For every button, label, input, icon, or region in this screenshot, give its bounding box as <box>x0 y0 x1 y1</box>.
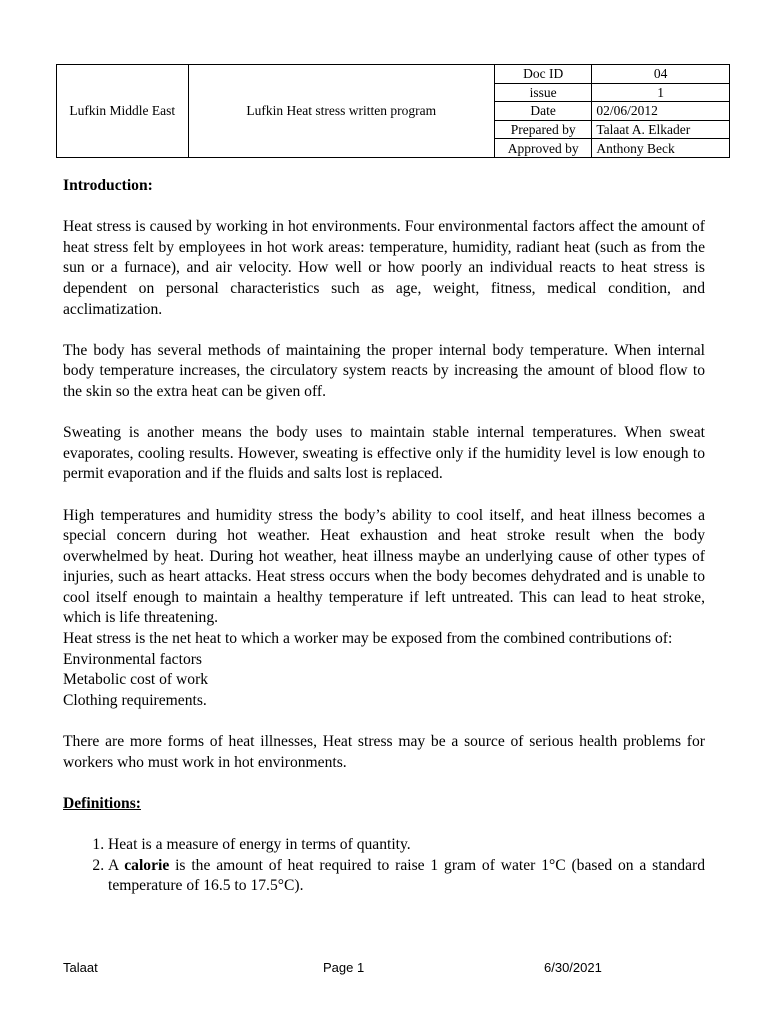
paragraph-heat-stress-causes: Heat stress is caused by working in hot environments. Four environmental factors affect the amount of heat stress felt by employees in hot work areas: temperature, humidity, radiant heat (such as from the sun or a furnace), and air velocity. How well or how poorly an individual reacts to heat stress is dependent on personal characteristics such as age, weight, fitness, medical condition, and acclimatization. <box>63 218 705 318</box>
document-header-table <box>56 64 730 158</box>
introduction-heading: Introduction: <box>63 177 153 194</box>
definition-text: Heat is a measure of energy in terms of quantity. <box>108 836 411 853</box>
meta-key-approved-by: Approved by <box>494 139 591 158</box>
meta-value-doc-id: 04 <box>592 65 730 84</box>
footer-page-number: Page 1 <box>323 960 365 975</box>
meta-value-approved-by: Anthony Beck <box>592 139 730 158</box>
meta-value-date: 02/06/2012 <box>592 102 730 121</box>
contribution-item: Clothing requirements. <box>63 691 207 709</box>
paragraph-heat-illness: High temperatures and humidity stress the body’s ability to cool itself, and heat illness becomes a special concern during hot weather. Heat exhaustion and heat stroke result when the body overwhelmed by heat. During hot weather, heat illness maybe an underlying cause of other types of injuries, such as heart attacks. Heat stress occurs when the body becomes dehydrated and is unable to cool itself enough to maintain a healthy temperature if left untreated. This can lead to heat stroke, which is life threatening. <box>63 506 705 627</box>
contribution-item: Environmental factors <box>63 650 202 668</box>
definition-text: is the amount of heat required to raise 1 gram of water 1°C (based on a standard temperature of 16.5 to 17.5°C). <box>108 856 705 895</box>
meta-value-issue: 1 <box>592 83 730 102</box>
definitions-list <box>63 835 705 897</box>
footer-author: Talaat <box>63 960 98 975</box>
paragraph-net-heat: Heat stress is the net heat to which a worker may be exposed from the combined contributions of: <box>63 630 673 648</box>
footer-date: 6/30/2021 <box>544 960 602 975</box>
paragraph-sweating: Sweating is another means the body uses to maintain stable internal temperatures. When sweat evaporates, cooling results. However, sweating is effective only if the humidity level is low enough to permit evaporation and if the fluids and salts lost is replaced. <box>63 424 705 483</box>
document-title: Lufkin Heat stress written program <box>188 65 494 158</box>
definition-item <box>108 856 705 897</box>
meta-value-prepared-by: Talaat A. Elkader <box>592 120 730 139</box>
definition-item <box>108 835 705 856</box>
meta-key-doc-id: Doc ID <box>494 65 591 84</box>
document-body <box>63 176 705 897</box>
definitions-heading: Definitions: <box>63 794 141 812</box>
meta-key-issue: issue <box>494 83 591 102</box>
definition-prefix: A <box>108 856 125 874</box>
definition-term-calorie: calorie <box>124 856 170 874</box>
paragraph-body-temperature: The body has several methods of maintaining the proper internal body temperature. When internal body temperature increases, the circulatory system reacts by increasing the amount of blood flow to the skin so the extra heat can be given off. <box>63 341 705 400</box>
meta-key-date: Date <box>494 102 591 121</box>
meta-key-prepared-by: Prepared by <box>494 120 591 139</box>
contribution-item: Metabolic cost of work <box>63 671 209 689</box>
paragraph-closing: There are more forms of heat illnesses, Heat stress may be a source of serious health problems for workers who must work in hot environments. <box>63 733 705 771</box>
company-name: Lufkin Middle East <box>57 65 189 158</box>
